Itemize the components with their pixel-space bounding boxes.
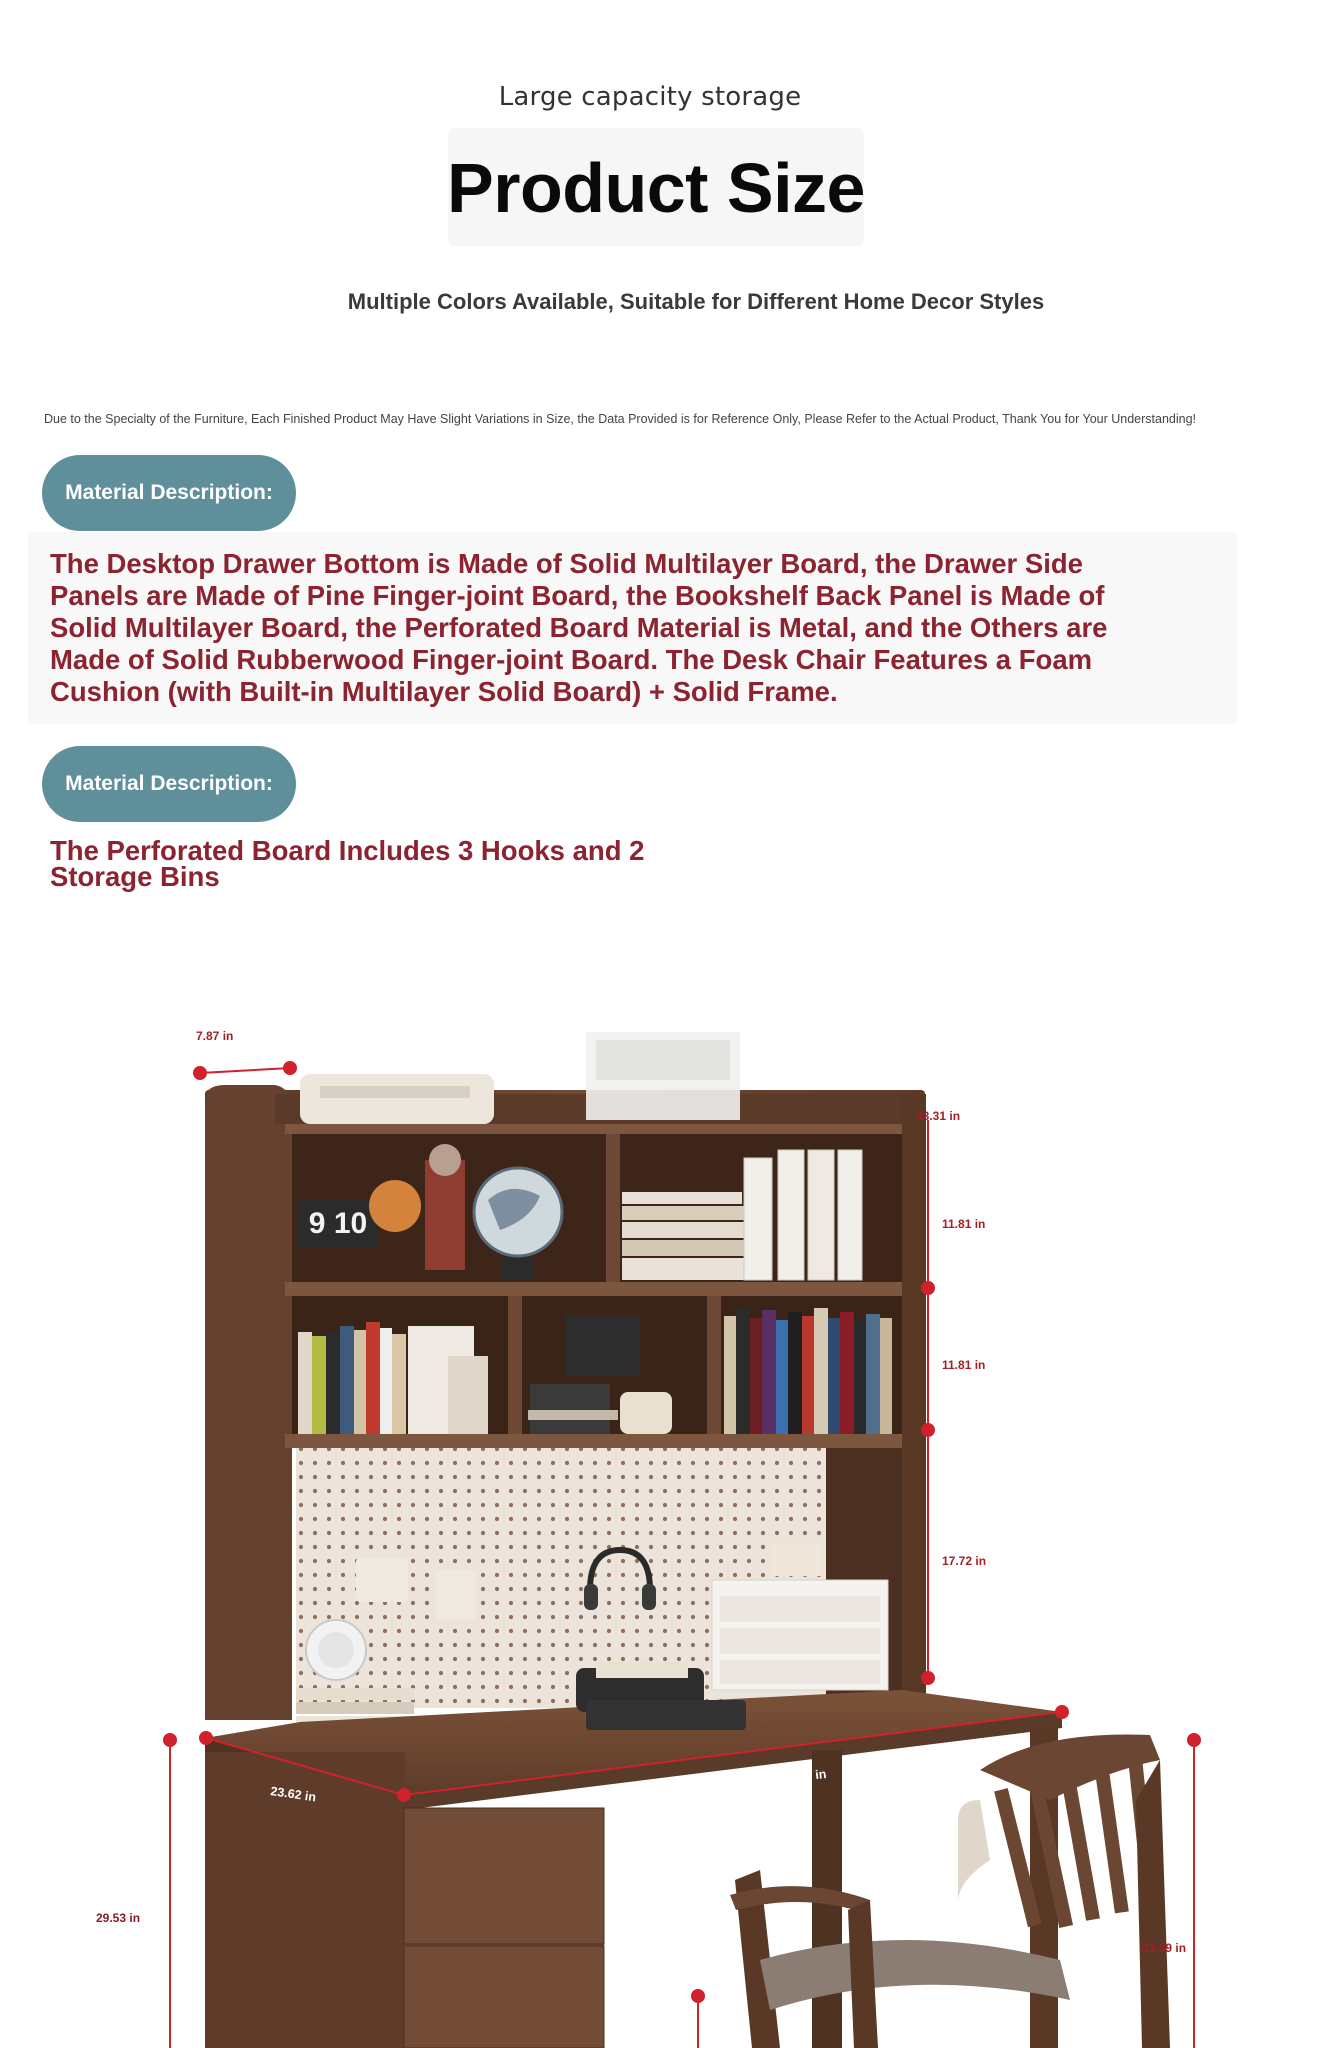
books-left	[298, 1322, 488, 1434]
books-right	[724, 1308, 892, 1434]
marker	[691, 1989, 705, 2003]
marker	[199, 1731, 213, 1745]
page-title: Product Size	[447, 149, 865, 227]
perforated-board-badge	[42, 746, 296, 822]
marker	[921, 1423, 935, 1437]
desk-width-label: 39.37/47.24/55.12 in	[710, 1767, 828, 1793]
desk-height-label: 29.53 in	[96, 1911, 141, 1925]
shelf-depth-label: 7.87 in	[196, 1029, 234, 1043]
tagline: Large capacity storage	[498, 82, 802, 112]
hutch-height-label: 43.31 in	[916, 1109, 961, 1123]
marker	[921, 1281, 935, 1295]
clock-digits: 9 10	[308, 1207, 368, 1240]
perforated-board-label: Material Description:	[65, 772, 273, 795]
marker	[283, 1061, 297, 1075]
marker	[921, 1671, 935, 1685]
material-description-label: Material Description:	[65, 481, 273, 504]
material-description-text: The Desktop Drawer Bottom is Made of Solid Multilayer Board, the Drawer Side Panels are Made of Pine Finger-joint Board, the Bookshelf Back Panel is Made of Solid Multilayer Board, the Perforated Board Material is Metal, and the Others are Made of Solid Rubberwood Finger-joint Board. The Desk Chair Features a Foam Cushion (with Built-in Multilayer Solid Board) + Solid Frame.	[50, 548, 1108, 707]
marker	[397, 1788, 411, 1802]
marker	[1055, 1705, 1069, 1719]
marker	[193, 1066, 207, 1080]
marker	[163, 1733, 177, 1747]
disclaimer-text: Due to the Specialty of the Furniture, Each Finished Product May Have Slight Variations in Size, the Data Provided is for Reference Only, Please Refer to the Actual Product, Thank You for Your Understanding!	[44, 412, 1197, 426]
pegboard-height-label: 17.72 in	[942, 1554, 987, 1568]
perforated-board-text: The Perforated Board Includes 3 Hooks and 2 Storage Bins	[50, 835, 645, 892]
marker	[1187, 1733, 1201, 1747]
desk-depth-label: 23.62 in	[269, 1784, 317, 1805]
subtitle: Multiple Colors Available, Suitable for Different Home Decor Styles	[347, 289, 1045, 314]
middle-shelf-label: 11.81 in	[942, 1358, 986, 1372]
chair-height-label: 31.89 in	[1142, 1941, 1187, 1955]
desk-dimensions-illustration	[0, 990, 1322, 2048]
material-description-badge	[42, 455, 296, 531]
top-shelf-label: 11.81 in	[942, 1217, 986, 1231]
